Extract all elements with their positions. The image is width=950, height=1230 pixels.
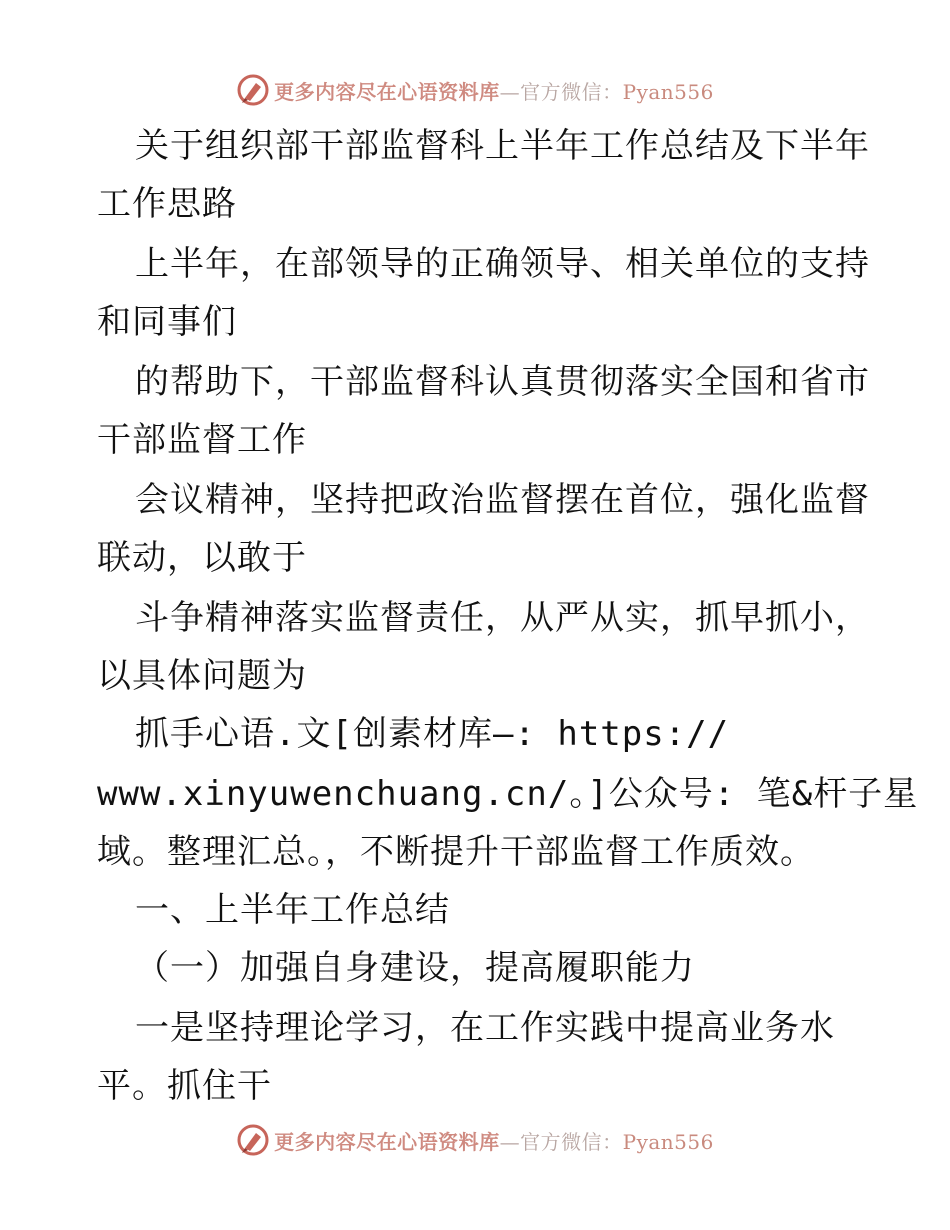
- doc-line: 关于组织部干部监督科上半年工作总结及下半年: [135, 126, 870, 166]
- watermark-main: 更多内容尽在心语资料库: [274, 1129, 500, 1154]
- watermark-sub: 官方微信：: [520, 79, 623, 104]
- header-watermark-banner: [0, 70, 950, 110]
- doc-line: 上半年，在部领导的正确领导、相关单位的支持: [135, 244, 870, 284]
- section-heading: 一、上半年工作总结: [135, 890, 450, 930]
- subsection-heading: （一）加强自身建设，提高履职能力: [135, 948, 695, 988]
- doc-line: 干部监督工作: [97, 420, 307, 460]
- doc-line: www.xinyuwenchuang.cn/。]公众号: 笔&杆子星: [97, 774, 919, 814]
- pen-logo-icon: [236, 73, 270, 107]
- pen-logo-icon: [236, 1123, 270, 1157]
- watermark-sub: 官方微信：: [520, 1129, 623, 1154]
- doc-line: 抓手心语.文[创素材库—: https://: [135, 714, 730, 754]
- doc-line: 的帮助下，干部监督科认真贯彻落实全国和省市: [135, 362, 870, 402]
- doc-line: 以具体问题为: [97, 656, 307, 696]
- doc-line: 一是坚持理论学习，在工作实践中提高业务水: [135, 1008, 835, 1048]
- watermark-text: [274, 1126, 714, 1155]
- watermark-wechat: Pyan556: [622, 79, 714, 104]
- doc-line: 联动，以敢于: [97, 538, 307, 578]
- doc-line: 域。整理汇总。，不断提升干部监督工作质效。: [97, 832, 815, 872]
- watermark-main: 更多内容尽在心语资料库: [274, 79, 500, 104]
- doc-line: 工作思路: [97, 184, 237, 224]
- doc-line: 斗争精神落实监督责任，从严从实，抓早抓小，: [135, 598, 870, 638]
- watermark-separator: —: [499, 1129, 521, 1154]
- watermark-text: [274, 76, 714, 105]
- doc-line: 会议精神，坚持把政治监督摆在首位，强化监督: [135, 480, 870, 520]
- footer-watermark-banner: [0, 1120, 950, 1160]
- watermark-separator: —: [499, 79, 521, 104]
- doc-line: 和同事们: [97, 302, 237, 342]
- doc-line: 平。抓住干: [97, 1066, 272, 1106]
- watermark-wechat: Pyan556: [622, 1129, 714, 1154]
